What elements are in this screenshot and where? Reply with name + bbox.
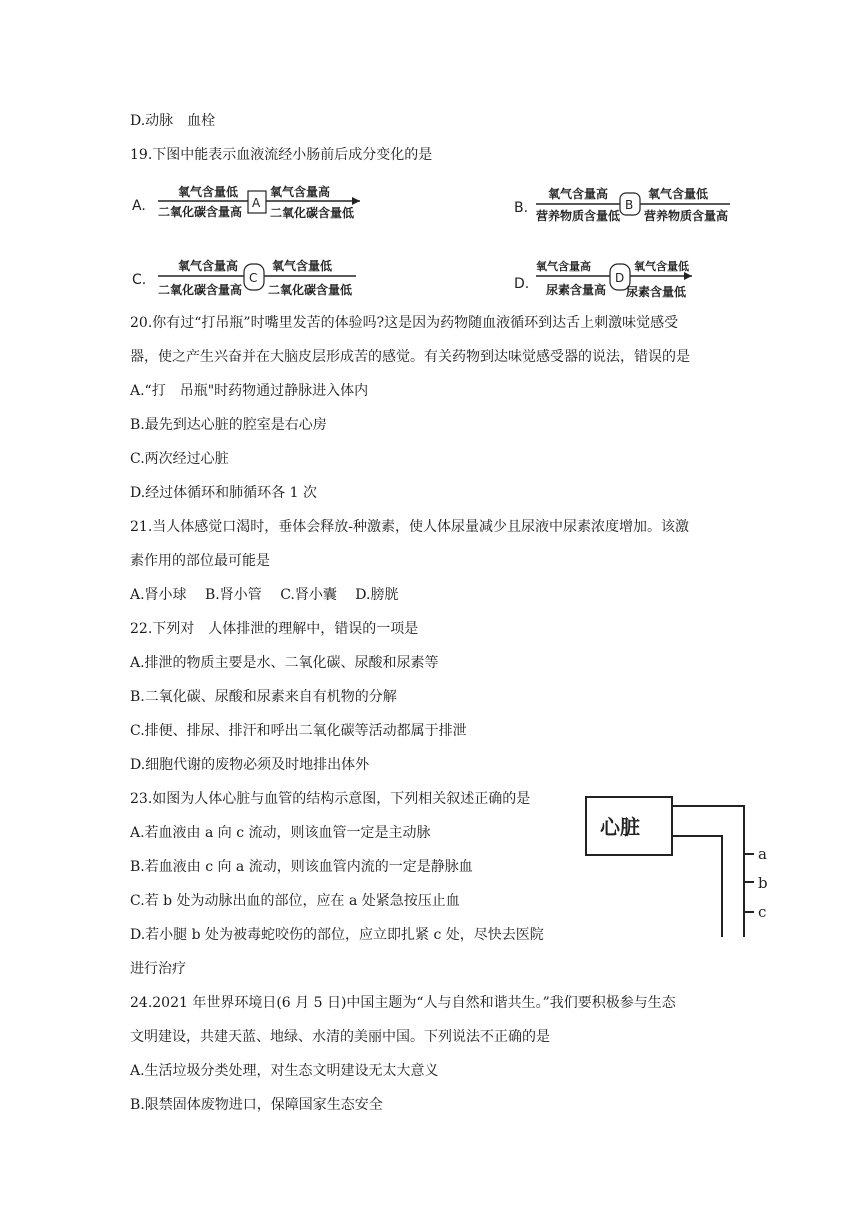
question-19-stem: 19.下图中能表示血液流经小肠前后成分变化的是 (130, 147, 433, 163)
q20-option-c: C.两次经过心脏 (130, 451, 229, 467)
q19-c-before-bottom: 二氧化碳含量高 (158, 283, 243, 297)
q19-b-before-bottom: 营养物质含量低 (536, 209, 621, 223)
q19-a-before-top: 氧气含量低 (178, 185, 239, 199)
q21-options: A.肾小球 B.肾小管 C.肾小囊 D.膀胱 (130, 587, 399, 603)
q19-d-after-top: 氧气含量低 (634, 260, 689, 273)
q19-d-before-bottom: 尿素含量高 (546, 283, 607, 297)
q19-b-after-bottom: 营养物质含量高 (644, 209, 729, 223)
q19-d-before-top: 氧气含量高 (536, 260, 591, 273)
point-b-label: b (758, 874, 768, 892)
question-22-stem: 22.下列对 人体排泄的理解中，错误的一项是 (130, 621, 419, 637)
point-a-label: a (758, 845, 767, 863)
q23-option-c: C.若 b 处为动脉出血的部位，应在 a 处紧急按压止血 (130, 893, 460, 909)
q19-c-after-top: 氧气含量低 (272, 259, 333, 273)
heart-label: 心脏 (600, 815, 640, 839)
question-24-stem-line-1: 24.2021 年世界环境日(6 月 5 日)中国主题为“人与自然和谐共生。”我们要积极参与生态 (130, 995, 676, 1011)
q23-option-d-line-2: 进行治疗 (130, 961, 186, 977)
q22-option-a: A.排泄的物质主要是水、二氧化碳、尿酸和尿素等 (130, 655, 439, 671)
q24-option-a: A.生活垃圾分类处理，对生态文明建设无太大意义 (130, 1063, 439, 1079)
q19-c-box: C (249, 271, 258, 285)
q19-b-label: B. (514, 200, 529, 216)
q20-option-d: D.经过体循环和肺循环各 1 次 (130, 485, 317, 501)
q24-option-b: B.限禁固体废物进口，保障国家生态安全 (130, 1097, 383, 1113)
q19-a-before-bottom: 二氧化碳含量高 (158, 205, 243, 219)
q19-a-after-top: 氧气含量高 (270, 185, 331, 199)
q19-b-before-top: 氧气含量高 (548, 187, 609, 201)
q19-option-b-diagram (512, 182, 742, 232)
q19-option-d-diagram (512, 256, 742, 306)
q19-c-after-bottom: 二氧化碳含量低 (268, 283, 353, 297)
q22-option-d: D.细胞代谢的废物必须及时地排出体外 (130, 757, 370, 773)
q23-heart-vessel-figure (578, 792, 778, 942)
option-d-q18: D.动脉 血栓 (130, 113, 216, 129)
q19-b-after-top: 氧气含量低 (648, 187, 709, 201)
q19-d-after-bottom: 尿素含量低 (626, 285, 687, 299)
q19-a-label: A. (132, 198, 146, 214)
q19-c-label: C. (132, 272, 147, 288)
q19-option-a-diagram (130, 180, 370, 230)
question-20-stem-line-2: 器，使之产生兴奋并在大脑皮层形成苦的感觉。有关药物到达味觉感受器的说法，错误的是 (130, 349, 690, 365)
q19-d-label: D. (514, 276, 530, 292)
point-c-label: c (758, 903, 767, 921)
q19-c-before-top: 氧气含量高 (178, 259, 239, 273)
q23-option-d-line-1: D.若小腿 b 处为被毒蛇咬伤的部位，应立即扎紧 c 处，尽快去医院 (130, 927, 544, 943)
question-20-stem-line-1: 20.你有过“打吊瓶”时嘴里发苦的体验吗?这是因为药物随血液循环到达舌上刺激味觉感受 (130, 315, 679, 331)
q19-option-c-diagram (130, 254, 370, 304)
question-24-stem-line-2: 文明建设，共建天蓝、地绿、水清的美丽中国。下列说法不正确的是 (130, 1029, 550, 1045)
q19-a-after-bottom: 二氧化碳含量低 (270, 206, 355, 220)
q23-option-b: B.若血液由 c 向 a 流动，则该血管内流的一定是静脉血 (130, 859, 473, 875)
q20-option-a: A.“打 吊瓶"时药物通过静脉进入体内 (130, 383, 369, 399)
q20-option-b: B.最先到达心脏的腔室是右心房 (130, 417, 327, 433)
question-21-stem-line-1: 21.当人体感觉口渴时，垂体会释放-种激素，使人体尿量减少且尿液中尿素浓度增加。该激 (130, 519, 689, 535)
q19-b-box: B (625, 198, 634, 212)
q19-d-box: D (615, 271, 625, 285)
q23-option-a: A.若血液由 a 向 c 流动，则该血管一定是主动脉 (130, 825, 431, 841)
q22-option-b: B.二氧化碳、尿酸和尿素来自有机物的分解 (130, 689, 397, 705)
question-23-stem: 23.如图为人体心脏与血管的结构示意图，下列相关叙述正确的是 (130, 791, 531, 807)
q19-a-box: A (252, 196, 261, 210)
question-21-stem-line-2: 素作用的部位最可能是 (130, 553, 270, 569)
q22-option-c: C.排便、排尿、排汗和呼出二氧化碳等活动都属于排泄 (130, 723, 467, 739)
